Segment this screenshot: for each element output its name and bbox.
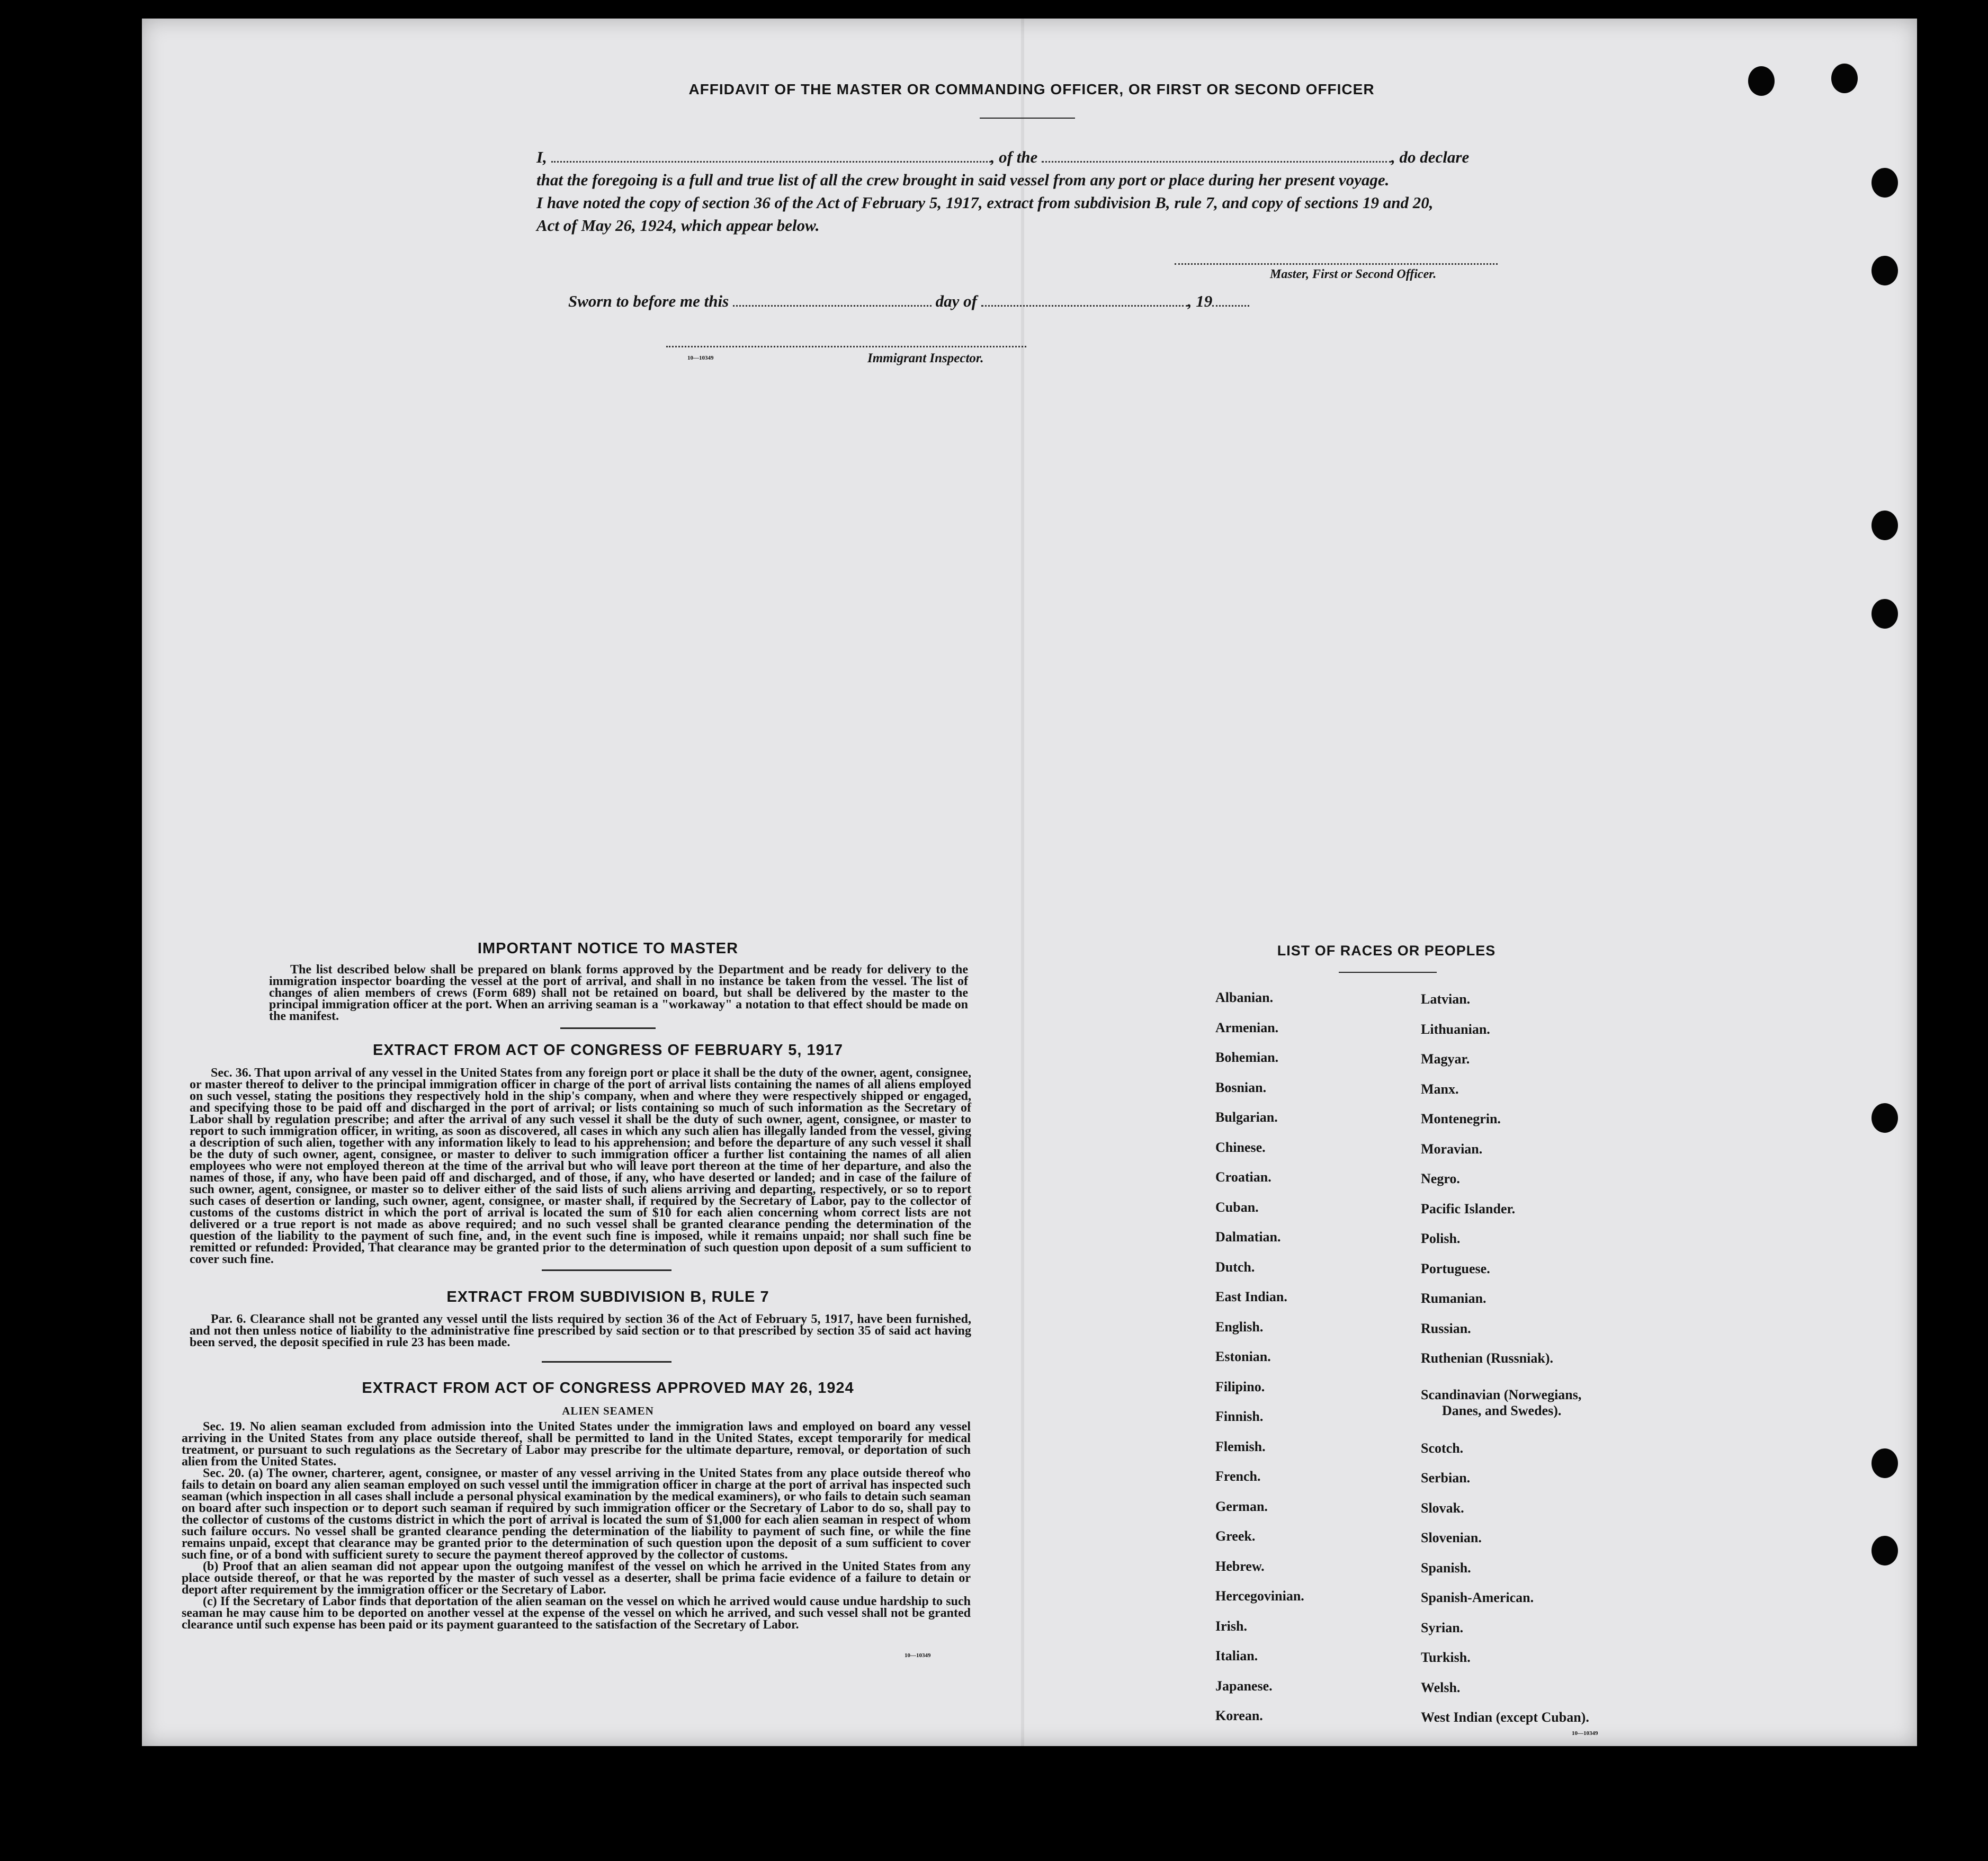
races-title: LIST OF RACES OR PEOPLES <box>1277 943 1496 959</box>
race-item: Syrian. <box>1421 1620 1464 1635</box>
declarant-label: I, <box>536 148 547 166</box>
race-item: Russian. <box>1421 1321 1471 1336</box>
race-item: West Indian (except Cuban). <box>1421 1710 1589 1725</box>
affidavit-declaration <box>536 146 1537 237</box>
race-item: Filipino. <box>1215 1379 1265 1394</box>
sec20b-text: (b) Proof that an alien seaman did not appear upon the outgoing manifest of the vessel on which he arrived in the United States from any place outside thereof, or that he was reported by the master of such vessel as a deserter, shall be prima facie evidence of a failure to detain or deport after requirement by the immigration officer or the Secretary of Labor. <box>182 1560 971 1597</box>
alien-seamen-subtitle: ALIEN SEAMEN <box>562 1404 654 1417</box>
race-item: Moravian. <box>1421 1141 1483 1157</box>
divider <box>542 1361 671 1363</box>
sec19-text: Sec. 19. No alien seaman excluded from admission into the United States under the immigration laws and employed on board any vessel arriving in the United States from any place outside thereof, shall be permitted to land in the United States, except temporarily for medical treatment, or pursuant to such regulations as the Secretary of Labor may prescribe for the ultimate departure, removal, or deportation of such alien from the United States. <box>182 1420 971 1469</box>
punch-hole <box>1871 1448 1898 1478</box>
sworn-year-field[interactable] <box>1212 305 1249 307</box>
extract-1917-body: Sec. 36. That upon arrival of any vessel in the United States from any foreign port or place it shall be the duty of the owner, agent, consignee, or master thereof to deliver to the principal immigration officer in charge of the port of arrival lists containing the names of all aliens employed on such vessel, stating the positions they respectively hold in the ship's company, when and where they were respectively shipped or engaged, and specifying those to be paid off and discharged in the port of arrival; or lists containing so much of such information as the Secretary of Labor shall by regulation prescribe; and after the arrival of any such vessel it shall be the duty of such owner, agent, consignee, or master to report to such immigration officer, in writing, as soon as discovered, all cases in which any such alien has illegally landed from the vessel, giving a description of such alien, together with any information likely to lead to his apprehension; and before the departure of any such vessel it shall be the duty of such owner, agent, consignee, or master to deliver to such immigration officer a further list containing the names of all alien employees who were not employed thereon at the time of the arrival but who will leave port thereon at the time of her departure, and also the names of those, if any, who have been paid off and discharged, and of those, if any, who have deserted or landed; and in case of the failure of such owner, agent, consignee, or master so to deliver either of the said lists of such aliens arriving and departing, respectively, or so to report such cases of desertion or landing, such owner, agent, consignee, or master shall, if required by the Secretary of Labor, pay to the collector of customs of the customs district in which the port of arrival is located the sum of $10 for each alien concerning whom correct lists are not delivered or a true report is not made as above required; and no such vessel shall be granted clearance pending the determination of the question of the liability to the payment of such fine, and, in the event such fine is imposed, while it remains unpaid; nor shall such fine be remitted or refunded: Provided, That clearance may be granted prior to the determination of such question upon deposit of a sum sufficient to cover such fine. <box>190 1066 971 1266</box>
notice-title: IMPORTANT NOTICE TO MASTER <box>477 940 739 957</box>
of-the-label: , of the <box>990 148 1038 166</box>
race-item: Greek. <box>1215 1528 1256 1544</box>
race-item: Montenegrin. <box>1421 1111 1501 1126</box>
notice-body: The list described below shall be prepared on blank forms approved by the Department and be ready for delivery to the immigration inspector boarding the vessel at the port of arrival, and shall in no instance be taken from the vessel. The list of changes of alien members of crews (Form 689) shall not be retained on board, but shall be delivered by the master to the principal immigration officer at the port. When an arriving seaman is a "workaway" a notation to that effect should be made on the manifest. <box>269 963 968 1023</box>
race-item: Italian. <box>1215 1648 1258 1663</box>
race-item: Slovak. <box>1421 1500 1464 1516</box>
punch-hole <box>1831 64 1858 93</box>
declarant-name-field[interactable] <box>551 161 991 163</box>
race-item: Finnish. <box>1215 1409 1264 1424</box>
race-item: Ruthenian (Russniak). <box>1421 1350 1553 1366</box>
race-item: German. <box>1215 1499 1268 1514</box>
punch-hole <box>1871 599 1898 629</box>
race-item: Bosnian. <box>1215 1080 1267 1095</box>
race-item: Rumanian. <box>1421 1291 1486 1306</box>
do-declare-label: , do declare <box>1391 148 1470 166</box>
race-item: Slovenian. <box>1421 1530 1482 1545</box>
master-signature-label: Master, First or Second Officer. <box>1270 267 1437 281</box>
race-item: Flemish. <box>1215 1439 1266 1454</box>
race-item: Latvian. <box>1421 991 1471 1007</box>
race-item: Bohemian. <box>1215 1050 1279 1065</box>
sworn-line <box>568 290 1249 312</box>
divider <box>1339 972 1437 973</box>
race-item: Dutch. <box>1215 1259 1255 1275</box>
race-item: Negro. <box>1421 1171 1460 1186</box>
race-item: Scandinavian (Norwegians, <box>1421 1387 1582 1402</box>
race-item: Manx. <box>1421 1081 1459 1097</box>
race-item: Pacific Islander. <box>1421 1201 1516 1216</box>
vessel-name-field[interactable] <box>1042 161 1391 163</box>
extract-1917-title: EXTRACT FROM ACT OF CONGRESS OF FEBRUARY 5, 1917 <box>372 1042 844 1059</box>
race-item: Portuguese. <box>1421 1261 1490 1276</box>
race-item: Polish. <box>1421 1231 1461 1246</box>
form-number: 10—10349 <box>905 1652 931 1659</box>
race-item: Albanian. <box>1215 990 1274 1005</box>
extract-rule7-body: Par. 6. Clearance shall not be granted any vessel until the lists required by section 36 of the Act of February 5, 1917, have been furnished, and not then unless notice of liability to the administrative fine prescribed by said section or to that prescribed by section 35 of said act having been served, the deposit specified in rule 23 has been made. <box>190 1312 971 1349</box>
race-item: English. <box>1215 1319 1264 1335</box>
race-item: Estonian. <box>1215 1349 1271 1364</box>
affidavit-line: I have noted the copy of section 36 of the Act of February 5, 1917, extract from subdivision B, rule 7, and copy of sections 19 and 20, <box>536 193 1434 212</box>
race-item: Cuban. <box>1215 1200 1259 1215</box>
divider <box>542 1269 671 1271</box>
race-item: Welsh. <box>1421 1680 1461 1695</box>
form-number: 10—10349 <box>687 355 714 361</box>
race-item: Dalmatian. <box>1215 1229 1281 1245</box>
race-item: Bulgarian. <box>1215 1110 1278 1125</box>
punch-hole <box>1871 256 1898 285</box>
extract-rule7-title: EXTRACT FROM SUBDIVISION B, RULE 7 <box>446 1289 769 1305</box>
extract-1924-body <box>182 1421 971 1631</box>
race-item: Japanese. <box>1215 1678 1273 1694</box>
master-signature-line[interactable] <box>1175 263 1498 265</box>
affidavit-line: that the foregoing is a full and true list of all the crew brought in said vessel from any port or place during her present voyage. <box>536 171 1390 189</box>
punch-hole <box>1871 168 1898 198</box>
race-item: Irish. <box>1215 1618 1247 1634</box>
day-of-label: day of <box>935 292 977 310</box>
punch-hole <box>1871 511 1898 540</box>
year-label: , 19 <box>1187 292 1213 310</box>
race-item: Hercegovinian. <box>1215 1588 1304 1604</box>
race-item: Hebrew. <box>1215 1559 1265 1574</box>
extract-1924-title: EXTRACT FROM ACT OF CONGRESS APPROVED MAY 26, 1924 <box>362 1380 854 1397</box>
race-item: Chinese. <box>1215 1140 1266 1155</box>
sworn-month-field[interactable] <box>981 305 1188 307</box>
race-item: Lithuanian. <box>1421 1022 1490 1037</box>
punch-hole <box>1871 1103 1898 1133</box>
form-number: 10—10349 <box>1572 1730 1598 1737</box>
document-page <box>142 19 1917 1746</box>
divider <box>980 118 1075 119</box>
race-item: Armenian. <box>1215 1020 1279 1035</box>
inspector-label: Immigrant Inspector. <box>867 351 984 365</box>
divider <box>560 1027 656 1029</box>
race-item: French. <box>1215 1469 1261 1484</box>
race-item: Magyar. <box>1421 1051 1470 1067</box>
race-item: Croatian. <box>1215 1169 1271 1185</box>
race-item: Serbian. <box>1421 1470 1471 1486</box>
sworn-label: Sworn to before me this <box>568 292 729 310</box>
affidavit-title: AFFIDAVIT OF THE MASTER OR COMMANDING OFFICER, OR FIRST OR SECOND OFFICER <box>688 81 1375 97</box>
sec20a-text: Sec. 20. (a) The owner, charterer, agent, consignee, or master of any vessel arriving in the United States from any place outside thereof who fails to detain on board any alien seaman employed on such vessel until the immigration officer in charge at the port of arrival has inspected such seaman (which inspection in all cases shall include a personal physical examination by the medical examiners), or who fails to detain such seaman on board after such inspection or to deport such seaman if required by such immigration officer or the Secretary of Labor to do so, shall pay to the collector of customs of the customs district in which the port of arrival is located the sum of $1,000 for each alien seaman in respect of whom such failure occurs. No vessel shall be granted clearance pending the determination of the liability to payment of such fine, or while the fine remains unpaid, except that clearance may be granted prior to the determination of such question upon the deposit of a sum sufficient to cover such fine, or of a bond with sufficient surety to secure the payment thereof approved by the collector of customs. <box>182 1466 971 1562</box>
page-fold <box>1021 19 1024 1746</box>
affidavit-line: Act of May 26, 1924, which appear below. <box>536 216 820 235</box>
race-item: Danes, and Swedes). <box>1442 1403 1562 1418</box>
inspector-signature-line[interactable] <box>666 346 1026 347</box>
sec20c-text: (c) If the Secretary of Labor finds that deportation of the alien seaman on the vessel on which he arrived would cause undue hardship to such seaman he may cause him to be deported on another vessel at the expense of the vessel on which he arrived, and such vessel shall not be granted clearance until such expense has been paid or its payment guaranteed to the satisfaction of the Secretary of Labor. <box>182 1595 971 1632</box>
sworn-day-field[interactable] <box>733 305 932 307</box>
race-item: Korean. <box>1215 1708 1263 1723</box>
race-item: Turkish. <box>1421 1650 1471 1665</box>
race-item: Spanish. <box>1421 1560 1471 1576</box>
punch-hole <box>1748 66 1775 96</box>
race-item: Spanish-American. <box>1421 1590 1534 1605</box>
punch-hole <box>1871 1536 1898 1565</box>
race-item: Scotch. <box>1421 1441 1464 1456</box>
race-item: East Indian. <box>1215 1289 1287 1304</box>
